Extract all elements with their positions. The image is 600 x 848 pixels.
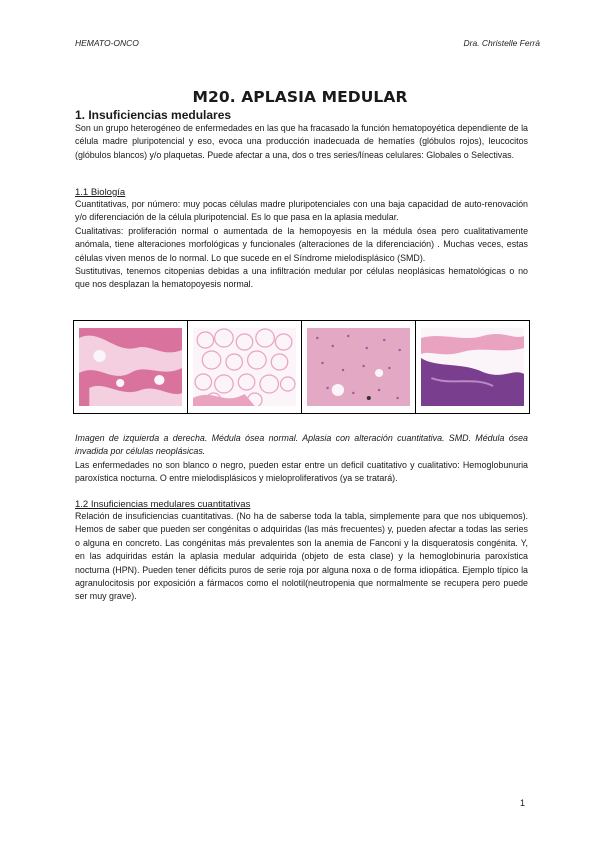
page-title: M20. APLASIA MEDULAR (192, 88, 408, 106)
after-figure-text: Las enfermedades no son blanco o negro, pueden estar entre un deficil cuatitativo y cualitativo: Hemoglobunuria paroxística nocturna. O entre mielodisplásicos y mieloproliferativos (ya se tratará). (75, 459, 528, 484)
section-1-2 (75, 499, 528, 604)
panel-infiltrated-marrow (416, 321, 529, 413)
section-1-1-para-3: Sustitutivas, tenemos citopenias debidas a una infiltración medular por células neoplásicas hematológicas o no que nos desplazan la hematopoyesis normal. (75, 266, 528, 290)
header-right: Dra. Christelle Ferrà (463, 38, 540, 48)
infiltrated-marrow-image (421, 328, 524, 406)
panel-aplastic-marrow (188, 321, 302, 413)
page-number: 1 (519, 798, 525, 808)
figure-caption: Imagen de izquierda a derecha. Médula ósea normal. Aplasia con alteración cuantitativa. SMD. Médula ósea invadida por células neoplásicas. (75, 433, 528, 457)
figure-caption-block (75, 432, 528, 486)
section-1-1 (75, 187, 528, 292)
section-1-intro: Son un grupo heterogéneo de enfermedades en las que ha fracasado la función hematopoyética dependiente de la célula madre pluripotencial y eso, evoca una producción inadecuada de hematíes (glóbulos rojos), leucocitos (glóbulos blancos) y/o plaquetas. Puede afectar a una, dos o tres series/líneas celulares: Globales o Selectivas. (75, 123, 528, 160)
normal-marrow-image (79, 328, 182, 406)
section-1-2-body: Relación de insuficiencias cuantitativas. (No ha de saberse toda la tabla, simplemente para que nos ubiquemos). Hemos de saber que pueden ser congénitas o adquiridas (las más frecuentes) y, pueden afectar a todas las series o alguna en concreto. Las congénitas más prevalentes son la anemia de Fanconi y la disqueratosis congénita. Y, en las adquiridas están la aplasia medular adquirida (objeto de esta clase) y la hemoglobinuria paroxística nocturna (HPN). Pueden tener déficits puros de serie roja por alguna noxa o de forma idiopática. Ejemplo típico la agranulocitosis por exposición a fármacos como el nolotil(neutropenia que normalmente se recupera pero puede ser muy grave). (75, 511, 528, 602)
smd-marrow-image (307, 328, 410, 406)
panel-smd-marrow (302, 321, 416, 413)
section-1-heading: 1. Insuficiencias medulares (75, 108, 232, 122)
section-1 (75, 108, 528, 162)
panel-normal-marrow (74, 321, 188, 413)
histology-figure (73, 320, 530, 414)
section-1-1-para-1: Cuantitativas, por número: muy pocas células madre pluripotenciales con una baja capacidad de auto-renovación y/o diferenciación de la célula pluripotencial. Es lo que pasa en la aplasia medular. (75, 199, 528, 223)
aplastic-marrow-image (193, 328, 296, 406)
section-1-1-para-2: Cualitativas: proliferación normal o aumentada de la hemopoyesis en la médula ósea pero cualitativamente anómala, tiene alteraciones morfológicas y funcionales (alteraciones de la diferenciación) . Muchas veces, estas células viven menos de lo normal. Lo que sucede en el Síndrome mielodisplásico (SMD). (75, 225, 528, 263)
header-left: HEMATO-ONCO (75, 38, 139, 48)
section-1-2-heading: 1.2 Insuficiencias medulares cuantitativas (75, 499, 251, 510)
section-1-1-heading: 1.1 Biología (75, 187, 126, 198)
